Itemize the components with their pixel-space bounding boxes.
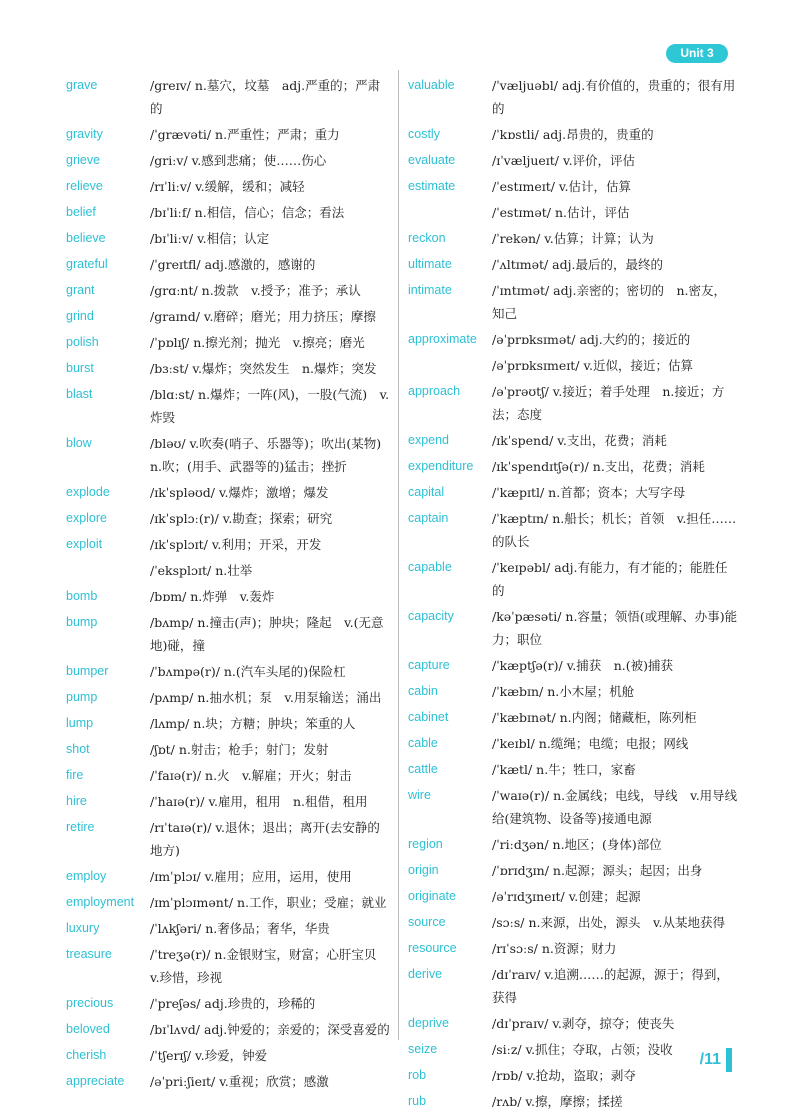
vocab-word: capture <box>408 658 450 672</box>
vocab-entry <box>66 305 392 328</box>
unit-tab: Unit 3 <box>666 44 728 63</box>
vocab-definition: /lʌmp/ n.块；方糖；肿块；笨重的人 <box>150 716 356 731</box>
vocab-entry <box>408 201 738 224</box>
vocab-word: source <box>408 915 446 929</box>
vocab-word: belief <box>66 205 96 219</box>
vocab-word: wire <box>408 788 431 802</box>
vocab-definition: /ɪkˈsplɔː(r)/ v.勘查；探索；研究 <box>150 511 333 526</box>
vocab-word: cabinet <box>408 710 449 724</box>
vocab-definition: /rɒb/ v.抢劫，盗取；剥夺 <box>492 1068 636 1083</box>
vocab-definition: /ˈlʌkʃəri/ n.奢侈品；奢华，华贵 <box>150 921 330 936</box>
left-vocabulary-column <box>66 74 392 1096</box>
vocab-definition: /siːz/ v.抓住；夺取，占领；没收 <box>492 1042 673 1057</box>
vocab-word: expend <box>408 433 450 447</box>
vocab-entry <box>408 481 738 504</box>
vocab-definition: /ˈtʃerɪʃ/ v.珍爱，钟爱 <box>150 1048 268 1063</box>
vocab-definition: /ˈwaɪə(r)/ n.金属线；电线，导线 v.用导线给(建筑物、设备等)接通电源 <box>492 788 738 826</box>
vocab-definition: /ˈeksplɔɪt/ n.壮举 <box>150 563 253 578</box>
vocab-word <box>66 559 150 582</box>
vocab-entry <box>66 357 392 380</box>
vocab-entry <box>66 1018 392 1041</box>
vocab-definition: /bɜːst/ v.爆炸；突然发生 n.爆炸；突发 <box>150 361 377 376</box>
vocab-entry <box>66 533 392 556</box>
vocab-entry <box>408 1090 738 1113</box>
vocab-entry <box>408 429 738 452</box>
vocab-definition: /bɪˈliːf/ n.相信，信心；信念；看法 <box>150 205 345 220</box>
vocab-entry <box>66 559 392 582</box>
vocab-entry <box>408 732 738 755</box>
vocab-word: intimate <box>408 283 452 297</box>
vocab-definition: /ˈʌltɪmət/ adj.最后的，最终的 <box>492 257 663 272</box>
vocab-word: bump <box>66 615 98 629</box>
vocab-entry <box>66 201 392 224</box>
vocab-definition: /rɪˈsɔːs/ n.资源；财力 <box>492 941 617 956</box>
vocab-word: shot <box>66 742 90 756</box>
vocab-definition: /rɪˈliːv/ v.缓解，缓和；减轻 <box>150 179 305 194</box>
vocab-entry <box>66 865 392 888</box>
vocab-entry <box>66 227 392 250</box>
vocab-entry <box>408 74 738 120</box>
vocab-word: bomb <box>66 589 98 603</box>
vocab-word: explore <box>66 511 107 525</box>
vocab-definition: /ɪˈvæljueɪt/ v.评价，评估 <box>492 153 636 168</box>
vocab-definition: /ˈbʌmpə(r)/ n.(汽车头尾的)保险杠 <box>150 664 346 679</box>
vocab-word: cherish <box>66 1048 107 1062</box>
vocab-definition: /bɒm/ n.炸弹 v.轰炸 <box>150 589 275 604</box>
vocab-word: approximate <box>408 332 477 346</box>
vocab-entry <box>408 654 738 677</box>
vocab-word: capable <box>408 560 452 574</box>
vocab-word: expenditure <box>408 459 474 473</box>
vocab-word: capacity <box>408 609 454 623</box>
vocab-definition: /ɪkˈsplɔɪt/ v.利用；开采，开发 <box>150 537 322 552</box>
vocab-definition: /griːv/ v.感到悲痛；使……伤心 <box>150 153 327 168</box>
vocab-definition: /bʌmp/ n.撞击(声)；肿块；隆起 v.(无意地)碰，撞 <box>150 615 384 653</box>
vocab-word: blow <box>66 436 92 450</box>
vocab-definition: /bɪˈlʌvd/ adj.钟爱的；亲爱的；深受喜爱的 <box>150 1022 390 1037</box>
vocab-word: believe <box>66 231 106 245</box>
vocab-definition: /ˈkeɪbl/ n.缆绳；电缆；电报；网线 <box>492 736 689 751</box>
vocab-word: derive <box>408 967 443 981</box>
vocab-entry <box>408 175 738 198</box>
vocab-word: approach <box>408 384 461 398</box>
vocab-entry <box>66 331 392 354</box>
vocab-word: treasure <box>66 947 112 961</box>
vocab-entry <box>66 917 392 940</box>
page-number-box <box>700 1048 732 1072</box>
vocab-entry <box>66 123 392 146</box>
vocab-definition: /əˈrɪdʒɪneɪt/ v.创建；起源 <box>492 889 641 904</box>
vocab-entry <box>66 738 392 761</box>
vocab-entry <box>66 943 392 989</box>
vocab-word: evaluate <box>408 153 456 167</box>
vocab-entry <box>408 354 738 377</box>
vocab-word: cabin <box>408 684 438 698</box>
vocab-definition: /rʌb/ v.擦，摩擦；揉搓 <box>492 1094 623 1109</box>
vocab-entry <box>408 380 738 426</box>
vocab-entry <box>408 279 738 325</box>
vocab-word <box>408 354 492 377</box>
vocab-definition: /ɪmˈplɔɪmənt/ n.工作，职业；受雇；就业 <box>150 895 387 910</box>
vocab-entry <box>66 481 392 504</box>
vocab-definition: /ˈkɒstli/ adj.昂贵的，贵重的 <box>492 127 654 142</box>
vocab-definition: /ˈhaɪə(r)/ v.雇用，租用 n.租借，租用 <box>150 794 368 809</box>
vocab-definition: /ˈrekən/ v.估算；计算；认为 <box>492 231 654 246</box>
vocab-definition: /ɪkˈspend/ v.支出，花费；消耗 <box>492 433 667 448</box>
vocab-entry <box>408 937 738 960</box>
vocab-word: gravity <box>66 127 103 141</box>
vocab-word: explode <box>66 485 110 499</box>
vocab-word: precious <box>66 996 114 1010</box>
vocab-word: blast <box>66 387 93 401</box>
vocab-entry <box>408 963 738 1009</box>
vocab-word: originate <box>408 889 456 903</box>
vocab-word: estimate <box>408 179 456 193</box>
page-number-bar <box>726 1048 732 1072</box>
vocab-entry <box>408 507 738 553</box>
vocab-entry <box>66 1044 392 1067</box>
vocab-definition: /əˈprɒksɪmət/ adj.大约的；接近的 <box>492 332 691 347</box>
vocab-word: resource <box>408 941 457 955</box>
vocab-word: costly <box>408 127 440 141</box>
vocab-entry <box>408 1064 738 1087</box>
vocab-entry <box>408 1012 738 1035</box>
vocab-definition: /dɪˈpraɪv/ v.剥夺，掠夺；使丧失 <box>492 1016 675 1031</box>
vocab-entry <box>408 455 738 478</box>
vocab-definition: /sɔːs/ n.来源，出处，源头 v.从某地获得 <box>492 915 726 930</box>
vocab-word: polish <box>66 335 99 349</box>
vocab-entry <box>408 706 738 729</box>
vocab-definition: /ˈkætl/ n.牛；牲口，家畜 <box>492 762 636 777</box>
vocab-entry <box>408 253 738 276</box>
vocab-word: exploit <box>66 537 103 551</box>
vocab-word: employment <box>66 895 135 909</box>
vocab-word: luxury <box>66 921 100 935</box>
vocab-definition: /ˈfaɪə(r)/ n.火 v.解雇；开火；射击 <box>150 768 352 783</box>
vocab-definition: /ˈɒrɪdʒɪn/ n.起源；源头；起因；出身 <box>492 863 703 878</box>
vocab-definition: /bləʊ/ v.吹奏(哨子、乐器等)；吹出(某物) n.吹；(用手、武器等的)猛击；挫折 <box>150 436 394 474</box>
vocab-definition: /ˈtreʒə(r)/ n.金银财宝，财富；心肝宝贝 v.珍惜，珍视 <box>150 947 389 985</box>
vocab-word: grind <box>66 309 94 323</box>
vocab-definition: /graɪnd/ v.磨碎；磨光；用力挤压；摩擦 <box>150 309 376 324</box>
vocab-definition: /ˈkæptɪn/ n.船长；机长；首领 v.担任……的队长 <box>492 511 737 549</box>
vocab-entry <box>66 585 392 608</box>
vocab-word: grave <box>66 78 98 92</box>
vocab-word: retire <box>66 820 95 834</box>
vocab-entry <box>408 758 738 781</box>
vocab-word: burst <box>66 361 94 375</box>
vocab-word: grant <box>66 283 95 297</box>
vocab-entry <box>66 175 392 198</box>
vocab-entry <box>408 556 738 602</box>
vocab-word: lump <box>66 716 94 730</box>
vocab-definition: /ɪmˈplɔɪ/ v.雇用；应用，运用，使用 <box>150 869 352 884</box>
vocab-word: seize <box>408 1042 438 1056</box>
right-vocabulary-column <box>408 74 738 1116</box>
vocab-definition: /kəˈpæsəti/ n.容量；领悟(或理解、办事)能力；职位 <box>492 609 738 647</box>
vocab-entry <box>408 911 738 934</box>
vocab-word: bumper <box>66 664 109 678</box>
vocab-entry <box>66 149 392 172</box>
vocab-definition: /əˈprɒksɪmeɪt/ v.近似，接近；估算 <box>492 358 694 373</box>
vocab-definition: /greɪv/ n.墓穴，坟墓 adj.严重的；严肃的 <box>150 78 381 116</box>
vocab-word: region <box>408 837 443 851</box>
vocab-entry <box>66 764 392 787</box>
vocab-word: origin <box>408 863 439 877</box>
vocab-word: rub <box>408 1094 427 1108</box>
vocab-definition: /ˈkæbɪn/ n.小木屋；机舱 <box>492 684 635 699</box>
vocab-definition: /blɑːst/ n.爆炸；一阵(风)，一股(气流) v.炸毁 <box>150 387 390 425</box>
page-number: /11 <box>699 1051 721 1068</box>
vocab-entry <box>66 891 392 914</box>
vocab-entry <box>66 660 392 683</box>
vocab-definition: /bɪˈliːv/ v.相信；认定 <box>150 231 270 246</box>
vocab-definition: /pʌmp/ n.抽水机；泵 v.用泵输送；涌出 <box>150 690 382 705</box>
vocab-entry <box>408 328 738 351</box>
vocab-definition: /ˈpɒlɪʃ/ n.擦光剂；抛光 v.擦亮；磨光 <box>150 335 365 350</box>
vocab-entry <box>66 432 392 478</box>
vocab-entry <box>408 149 738 172</box>
vocab-entry <box>66 816 392 862</box>
vocab-definition: /ˈkæpɪtl/ n.首都；资本；大写字母 <box>492 485 686 500</box>
vocab-entry <box>66 253 392 276</box>
vocab-definition: /ˈɪntɪmət/ adj.亲密的；密切的 n.密友，知己 <box>492 283 727 321</box>
vocab-entry <box>66 790 392 813</box>
vocab-definition: /ɪkˈspendɪtʃə(r)/ n.支出，花费；消耗 <box>492 459 705 474</box>
vocab-definition: /rɪˈtaɪə(r)/ v.退休；退出；离开(去安静的地方) <box>150 820 380 858</box>
vocab-entry <box>408 123 738 146</box>
vocab-definition: /əˈpriːʃieɪt/ v.重视；欣赏；感激 <box>150 1074 329 1089</box>
vocab-word: hire <box>66 794 87 808</box>
vocab-word: grieve <box>66 153 101 167</box>
vocab-definition: /dɪˈraɪv/ v.追溯……的起源，源于；得到，获得 <box>492 967 729 1005</box>
vocab-definition: /grɑːnt/ n.拨款 v.授予；准予；承认 <box>150 283 361 298</box>
vocab-word <box>408 201 492 224</box>
vocab-word: reckon <box>408 231 446 245</box>
vocab-definition: /ˈgrævəti/ n.严重性；严肃；重力 <box>150 127 340 142</box>
vocab-word: pump <box>66 690 98 704</box>
vocab-definition: /ɪkˈspləʊd/ v.爆炸；激增；爆发 <box>150 485 329 500</box>
vocab-definition: /ˈestɪmeɪt/ v.估计，估算 <box>492 179 631 194</box>
vocab-definition: /əˈprəʊtʃ/ v.接近；着手处理 n.接近；方法；态度 <box>492 384 725 422</box>
vocab-definition: /ˈgreɪtfl/ adj.感激的，感谢的 <box>150 257 316 272</box>
vocab-entry <box>408 605 738 651</box>
vocab-entry <box>408 680 738 703</box>
vocab-definition: /ˈriːdʒən/ n.地区；(身体)部位 <box>492 837 662 852</box>
vocab-definition: /ˈvæljuəbl/ adj.有价值的，贵重的；很有用的 <box>492 78 736 116</box>
vocab-entry <box>66 74 392 120</box>
vocab-word: deprive <box>408 1016 449 1030</box>
vocab-word: fire <box>66 768 84 782</box>
vocab-entry <box>408 1038 738 1061</box>
vocab-entry <box>408 885 738 908</box>
vocab-word: cattle <box>408 762 438 776</box>
vocab-entry <box>66 992 392 1015</box>
vocab-entry <box>66 611 392 657</box>
vocab-word: cable <box>408 736 438 750</box>
vocab-entry <box>66 686 392 709</box>
vocab-entry <box>66 383 392 429</box>
vocab-entry <box>66 712 392 735</box>
vocab-entry <box>66 1070 392 1093</box>
vocab-definition: /ˈpreʃəs/ adj.珍贵的，珍稀的 <box>150 996 316 1011</box>
vocab-definition: /ˈestɪmət/ n.估计，评估 <box>492 205 630 220</box>
vocab-word: captain <box>408 511 449 525</box>
column-divider <box>398 70 399 1040</box>
vocab-word: grateful <box>66 257 108 271</box>
vocab-word: capital <box>408 485 445 499</box>
vocab-word: beloved <box>66 1022 110 1036</box>
vocab-entry <box>408 784 738 830</box>
vocab-entry <box>408 859 738 882</box>
vocab-word: appreciate <box>66 1074 125 1088</box>
vocab-word: relieve <box>66 179 103 193</box>
vocab-word: valuable <box>408 78 455 92</box>
vocab-definition: /ʃɒt/ n.射击；枪手；射门；发射 <box>150 742 329 757</box>
vocab-word: ultimate <box>408 257 452 271</box>
vocab-definition: /ˈkæptʃə(r)/ v.捕获 n.(被)捕获 <box>492 658 674 673</box>
vocab-definition: /ˈkæbɪnət/ n.内阁；储藏柜，陈列柜 <box>492 710 697 725</box>
vocab-entry <box>66 507 392 530</box>
vocab-word: rob <box>408 1068 427 1082</box>
vocab-word: employ <box>66 869 107 883</box>
vocab-entry <box>66 279 392 302</box>
vocab-entry <box>408 833 738 856</box>
vocab-definition: /ˈkeɪpəbl/ adj.有能力，有才能的；能胜任的 <box>492 560 728 598</box>
vocab-entry <box>408 227 738 250</box>
